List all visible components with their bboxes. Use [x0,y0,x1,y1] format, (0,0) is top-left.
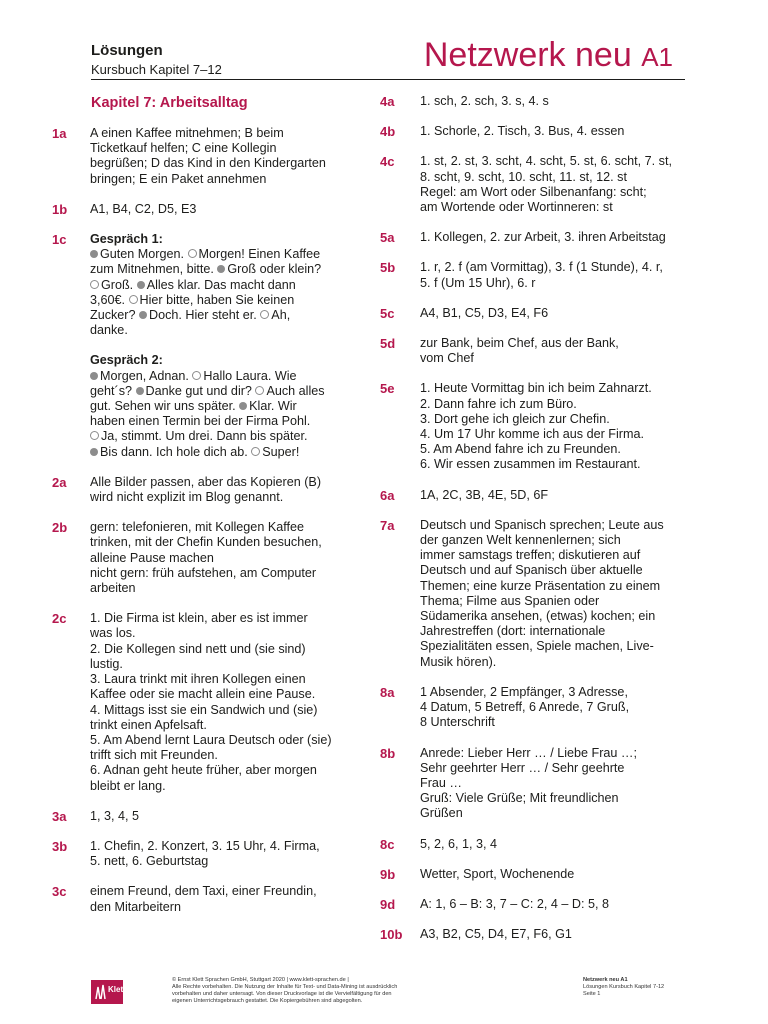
answer-line: 2. Dann fahre ich zum Büro. [420,396,577,411]
legal-line: © Ernst Klett Sprachen GmbH, Stuttgart 2020 | www.klett-sprachen.de | [172,977,349,983]
answer-line: bleibt er lang. [90,778,166,793]
speaker-a-dot-icon [217,265,225,273]
exercise-answer [420,685,690,731]
exercise-number: 2b [52,520,68,536]
exercise-answer [420,260,690,290]
answer-line: Spezialitäten essen, Spiele machen, Live- [420,639,654,654]
speaker-a-dot-icon [90,250,98,258]
answer-line: 3. Laura trinkt mit ihren Kollegen einen [90,672,306,687]
exercise-number: 7a [380,517,395,533]
answer-line: Themen; eine kurze Präsentation zu einem [420,578,661,593]
answer-line: Grüßen [420,806,463,821]
answer-line: Südamerika ansehen, (etwas) kochen; ein [420,609,656,624]
exercise-number: 5c [380,305,395,321]
exercise-answer [90,809,372,824]
answer-line: 1. Kollegen, 2. zur Arbeit, 3. ihren Arbeitstag [420,230,666,245]
answer-line: 4. Um 17 Uhr komme ich aus der Firma. [420,427,644,442]
answer-line: Gespräch 2: [90,353,163,368]
answer-line: Anrede: Lieber Herr … / Liebe Frau …; [420,745,637,760]
answer-line: 1. r, 2. f (am Vormittag), 3. f (1 Stunde), 4. r, [420,260,663,275]
answer-line: alleine Pause machen [90,550,214,565]
exercise-number: 8c [380,836,395,852]
header-rule [91,79,685,80]
exercise-answer [420,837,690,852]
answer-line: haben einen Termin bei der Firma Pohl. [90,414,311,429]
answer-line: Gruß: Viele Grüße; Mit freundlichen [420,791,619,806]
speaker-b-dot-icon [90,431,99,440]
answer-line: A: 1, 6 – B: 3, 7 – C: 2, 4 – D: 5, 8 [420,896,610,911]
answer-line [90,247,372,262]
answer-line: Thema; Filme aus Spanien oder [420,593,600,608]
speaker-b-dot-icon [192,371,201,380]
exercise-answer [420,154,690,215]
dialogue-text: Bis dann. Ich hole dich ab. [100,444,252,459]
page-number: Seite 1 [583,991,601,997]
speaker-a-dot-icon [139,311,147,319]
exercise [52,475,372,505]
dialogue-text: Groß oder klein? [227,262,322,277]
exercise-number: 3a [52,808,67,824]
answer-line: 1A, 2C, 3B, 4E, 5D, 6F [420,487,549,502]
answer-line: 1. sch, 2. sch, 3. s, 4. s [420,94,549,108]
exercise-number: 5a [380,230,395,246]
exercise-answer [420,488,690,503]
exercise-answer [90,126,372,187]
answer-line: Frau … [420,775,462,790]
legal-line: vorbehalten und daher untersagt. Von dieser Druckvorlage ist die Vervielfältigung für den [172,991,392,997]
exercise [380,381,690,472]
dialogue-text: Hallo Laura. Wie [203,368,297,383]
answer-line: Jahrestreffen (dort: internationale [420,624,606,639]
answer-line [90,429,372,444]
logo-text: Klett [108,985,126,994]
dialogue-text: Zucker? [90,308,139,323]
speaker-b-dot-icon [260,310,269,319]
exercise [52,126,372,187]
exercise-answer [420,230,690,245]
answer-line: A3, B2, C5, D4, E7, F6, G1 [420,927,572,942]
answer-line: 8 Unterschrift [420,715,495,730]
exercise [380,306,690,321]
answer-line: den Mitarbeitern [90,899,182,914]
answer-line: Ticketkauf helfen; C eine Kollegin [90,141,277,156]
exercise-number: 3c [52,884,67,900]
answer-line: trinkt einen Apfelsaft. [90,717,207,732]
exercise-answer [90,202,372,217]
speaker-a-dot-icon [239,402,247,410]
answer-line: A4, B1, C5, D3, E4, F6 [420,305,549,320]
dialogue-text: geht´s? [90,383,136,398]
exercise [380,927,690,942]
answer-line: lustig. [90,656,123,671]
page-header [0,0,768,82]
exercise-answer [420,124,690,139]
dialogue-text: Guten Morgen. [100,247,188,262]
exercise-answer [420,336,690,366]
exercise-answer [420,746,690,822]
answer-line: 5. f (Um 15 Uhr), 6. r [420,275,536,290]
footer-subtitle: Lösungen Kursbuch Kapitel 7-12 [583,984,665,990]
exercise-number: 8a [380,684,395,700]
dialogue-text: Auch alles [266,383,325,398]
answer-line: was los. [90,626,136,641]
exercise-number: 1a [52,126,67,141]
dialogue-text: Ah, [271,308,291,323]
answer-line: A einen Kaffee mitnehmen; B beim [90,126,284,140]
exercise-number: 2c [52,611,67,627]
answer-line: wird nicht explizit im Blog genannt. [90,490,284,505]
brand-name: Netzwerk neu [423,36,632,74]
dialogue-text: gut. Sehen wir uns später. [90,399,240,414]
answer-line: zur Bank, beim Chef, aus der Bank, [420,336,619,351]
exercise-answer [420,94,690,109]
answer-line: 1, 3, 4, 5 [90,808,140,823]
answer-line: 1. Heute Vormittag bin ich beim Zahnarzt. [420,381,652,396]
right-column [380,94,690,957]
answer-line: Musik hören). [420,654,497,669]
dialogue-text: Hier bitte, haben Sie keinen [139,292,295,307]
exercise [380,154,690,215]
legal-notice [172,977,442,1005]
answer-line: 4 Datum, 5 Betreff, 6 Anrede, 7 Gruß, [420,700,630,715]
answer-line: 6. Wir essen zusammen im Restaurant. [420,457,641,472]
dialogue-text: Morgen! Einen Kaffee [198,247,321,262]
exercise-number: 4b [380,124,396,140]
dialogue-text: Danke gut und dir? [145,383,256,398]
answer-line: 1. Schorle, 2. Tisch, 3. Bus, 4. essen [420,124,625,139]
exercise-answer [420,867,690,882]
answer-line [90,369,372,384]
exercise [380,746,690,822]
exercise-number: 1b [52,201,68,217]
brand-level: A1 [641,42,673,72]
exercise [380,685,690,731]
answer-line: A1, B4, C2, D5, E3 [90,201,197,216]
answer-line: arbeiten [90,581,136,596]
answer-line: 6. Adnan geht heute früher, aber morgen [90,763,317,778]
answer-line: 3. Dort gehe ich gleich zur Chefin. [420,411,610,426]
answer-line: 2. Die Kollegen sind nett und (sie sind) [90,641,306,656]
exercise [52,232,372,460]
answer-line: 5. Am Abend lernt Laura Deutsch oder (sie) [90,732,332,747]
exercise [380,336,690,366]
exercise [380,94,690,109]
answer-line [90,399,372,414]
answer-line [90,445,372,460]
exercise [52,884,372,914]
dialogue-text: Doch. Hier steht er. [149,308,261,323]
exercise-answer [90,884,372,914]
exercise-answer [90,232,372,460]
brand-logo [424,36,673,76]
exercise [52,611,372,793]
exercise-number: 9d [380,896,396,912]
speaker-a-dot-icon [137,281,145,289]
dialogue-text: 3,60€. [90,292,129,307]
dialogue-text: Super! [262,444,300,459]
answer-line: trifft sich mit Freunden. [90,748,218,763]
answer-line: 1. Chefin, 2. Konzert, 3. 15 Uhr, 4. Firma, [90,838,320,853]
answer-line: der ganzen Welt kennenlernen; sich [420,533,621,548]
answer-line: 1 Absender, 2 Empfänger, 3 Adresse, [420,684,628,699]
klett-icon [94,983,108,1001]
answer-line: Sehr geehrter Herr … / Sehr geehrte [420,760,625,775]
exercise-number: 10b [380,927,403,943]
exercise-number: 4a [380,94,395,109]
answer-line: 1. st, 2. st, 3. scht, 4. scht, 5. st, 6. scht, 7. st, [420,154,672,169]
answer-line: 5, 2, 6, 1, 3, 4 [420,836,498,851]
exercise-number: 4c [380,154,395,170]
exercise-answer [420,306,690,321]
left-exercise-list [52,126,372,915]
answer-line: 5. Am Abend fahre ich zu Freunden. [420,442,621,457]
exercise-answer [90,520,372,596]
exercise [380,867,690,882]
exercise [380,488,690,503]
answer-line [90,308,372,323]
exercise [52,809,372,824]
speaker-b-dot-icon [251,447,260,456]
exercise [380,124,690,139]
exercise-number: 3b [52,838,68,854]
answer-line: gern: telefonieren, mit Kollegen Kaffee [90,520,305,535]
answer-line: am Wortende oder Wortinneren: st [420,200,613,215]
exercise [52,520,372,596]
exercise-answer [90,475,372,505]
dialogue-text: Alles klar. Das macht dann [146,277,296,292]
dialogue-text: Ja, stimmt. Um drei. Dann bis später. [101,429,308,444]
dialogue-text: zum Mitnehmen, bitte. [90,262,218,277]
dialogue-text: Groß. [101,277,137,292]
speaker-b-dot-icon [255,386,264,395]
exercise-number: 2a [52,474,67,490]
exercise [380,260,690,290]
right-exercise-list [380,94,690,942]
answer-line: Regel: am Wort oder Silbenanfang: scht; [420,184,647,199]
exercise-number: 5d [380,336,396,352]
speaker-a-dot-icon [136,387,144,395]
answer-line [90,384,372,399]
answer-line [90,293,372,308]
exercise [380,837,690,852]
exercise-number: 6a [380,487,395,503]
speaker-a-dot-icon [90,372,98,380]
answer-line: Alle Bilder passen, aber das Kopieren (B) [90,474,322,489]
answer-line: Deutsch und Spanisch sprechen; Leute aus [420,517,664,532]
answer-line: Gespräch 1: [90,232,163,247]
answer-line: danke. [90,323,128,338]
exercise-number: 5b [380,260,396,276]
legal-line: Alle Rechte vorbehalten. Die Nutzung der Inhalte für Text- und Data-Mining ist ausdrücklich [172,984,398,990]
header-title: Lösungen [91,42,163,59]
footer-title: Netzwerk neu A1 [583,977,628,983]
answer-line: begrüßen; D das Kind in den Kindergarten [90,156,326,171]
speaker-b-dot-icon [129,295,138,304]
answer-line: 5. nett, 6. Geburtstag [90,854,209,869]
answer-line: 8. scht, 9. scht, 10. scht, 11. st, 12. st [420,169,627,184]
exercise-number: 8b [380,745,396,761]
speaker-a-dot-icon [90,448,98,456]
answer-line: Wetter, Sport, Wochenende [420,866,575,881]
left-column [52,94,372,930]
exercise-answer [90,839,372,869]
exercise [380,518,690,670]
exercise [380,230,690,245]
legal-line: eigenen Unterrichtsgebrauch gestattet. Die Kopiergebühren sind abgegolten. [172,998,363,1004]
exercise [52,202,372,217]
answer-line: immer samstags treffen; diskutieren auf [420,548,641,563]
speaker-b-dot-icon [90,280,99,289]
dialogue-text: Klar. Wir [249,399,297,414]
answer-line: 1. Die Firma ist klein, aber es ist immer [90,611,308,626]
answer-line [90,262,372,277]
answer-line: bringen; E ein Paket annehmen [90,171,267,186]
spacer [90,338,372,353]
exercise-answer [420,518,690,670]
chapter-title: Kapitel 7: Arbeitsalltag [91,95,248,111]
exercise-answer [90,611,372,793]
answer-line: Deutsch und auf Spanisch über aktuelle [420,563,643,578]
answer-line: nicht gern: früh aufstehen, am Computer [90,565,317,580]
answer-line: 4. Mittags isst sie ein Sandwich und (sie) [90,702,318,717]
answer-line: trinken, mit der Chefin Kunden besuchen, [90,535,322,550]
exercise-answer [420,897,690,912]
footer-right [583,977,664,998]
speaker-b-dot-icon [188,249,197,258]
dialogue-text: Morgen, Adnan. [100,368,193,383]
header-subtitle: Kursbuch Kapitel 7–12 [91,62,222,77]
exercise-answer [420,927,690,942]
exercise-number: 9b [380,866,396,882]
exercise-number: 1c [52,232,67,248]
answer-line: einem Freund, dem Taxi, einer Freundin, [90,884,317,899]
answer-line: vom Chef [420,351,474,366]
exercise [380,897,690,912]
answer-line: Kaffee oder sie macht allein eine Pause. [90,687,316,702]
exercise-answer [420,381,690,472]
exercise-number: 5e [380,381,395,397]
exercise [52,839,372,869]
answer-line [90,278,372,293]
